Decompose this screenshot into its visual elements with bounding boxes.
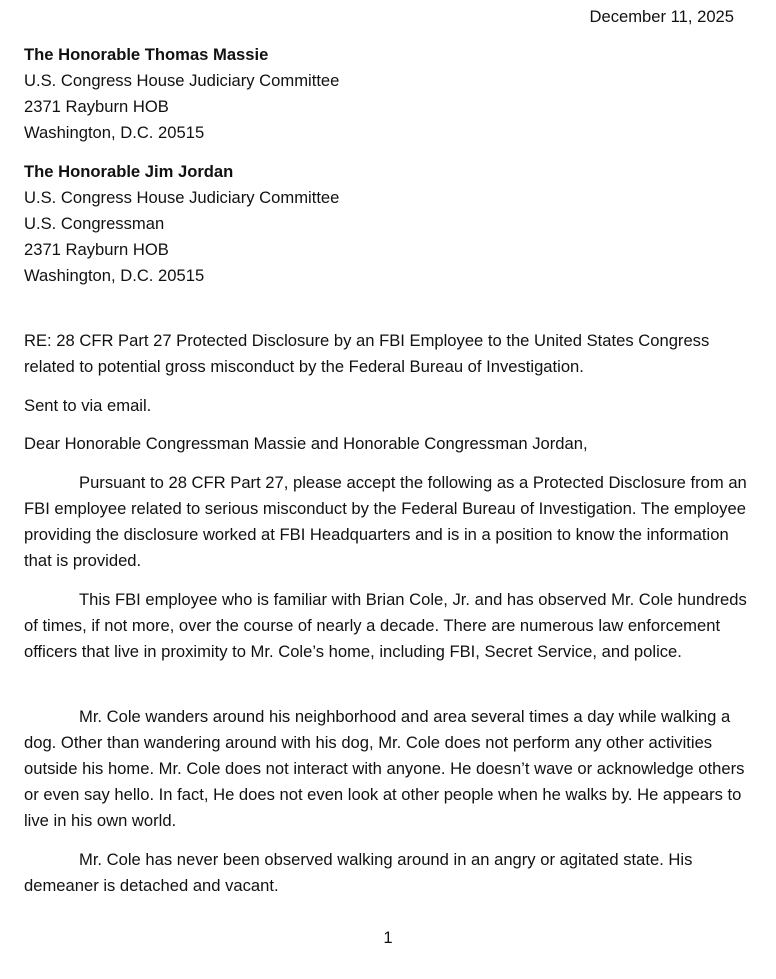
address-line: U.S. Congress House Judiciary Committee bbox=[24, 188, 340, 208]
address-line: Washington, D.C. 20515 bbox=[24, 266, 205, 286]
body-paragraph: Mr. Cole has never been observed walking around in an angry or agitated state. His demeaner is detached and vacant. bbox=[24, 850, 693, 896]
address-line: Washington, D.C. 20515 bbox=[24, 123, 205, 143]
body-paragraph: Mr. Cole wanders around his neighborhood and area several times a day while walking a dog. Other than wandering around with his dog, Mr. Cole does not perform any other activities outside his home. Mr. Cole does not interact with anyone. He doesn’t wave or acknowledge others or even say hello. In fact, He does not even look at other people when he walks by. He appears to live in his own world. bbox=[24, 707, 745, 831]
address-line: U.S. Congress House Judiciary Committee bbox=[24, 71, 340, 91]
salutation: Dear Honorable Congressman Massie and Honorable Congressman Jordan, bbox=[24, 434, 588, 453]
re-line: RE: 28 CFR Part 27 Protected Disclosure by an FBI Employee to the United States Congress related to potential gross misconduct by the Federal Bureau of Investigation. bbox=[24, 331, 710, 377]
recipient-name: The Honorable Thomas Massie bbox=[24, 45, 269, 64]
recipient-address-jordan bbox=[24, 159, 339, 289]
address-line: U.S. Congressman bbox=[24, 214, 165, 234]
sent-line: Sent to via email. bbox=[24, 396, 152, 415]
recipient-address-massie bbox=[24, 42, 339, 146]
body-paragraph: This FBI employee who is familiar with Brian Cole, Jr. and has observed Mr. Cole hundreds of times, if not more, over the course of nearly a decade. There are numerous law enforcement officers that live in proximity to Mr. Cole’s home, including FBI, Secret Service, and police. bbox=[24, 590, 747, 662]
letter-date: December 11, 2025 bbox=[589, 7, 734, 26]
address-line: 2371 Rayburn HOB bbox=[24, 240, 169, 260]
address-line: 2371 Rayburn HOB bbox=[24, 97, 169, 117]
page-number: 1 bbox=[383, 928, 393, 947]
recipient-name: The Honorable Jim Jordan bbox=[24, 162, 234, 181]
body-paragraph: Pursuant to 28 CFR Part 27, please accept the following as a Protected Disclosure from an FBI employee related to serious misconduct by the Federal Bureau of Investigation. The employee providing the disclosure worked at FBI Headquarters and is in a position to know the information that is provided. bbox=[24, 473, 747, 571]
